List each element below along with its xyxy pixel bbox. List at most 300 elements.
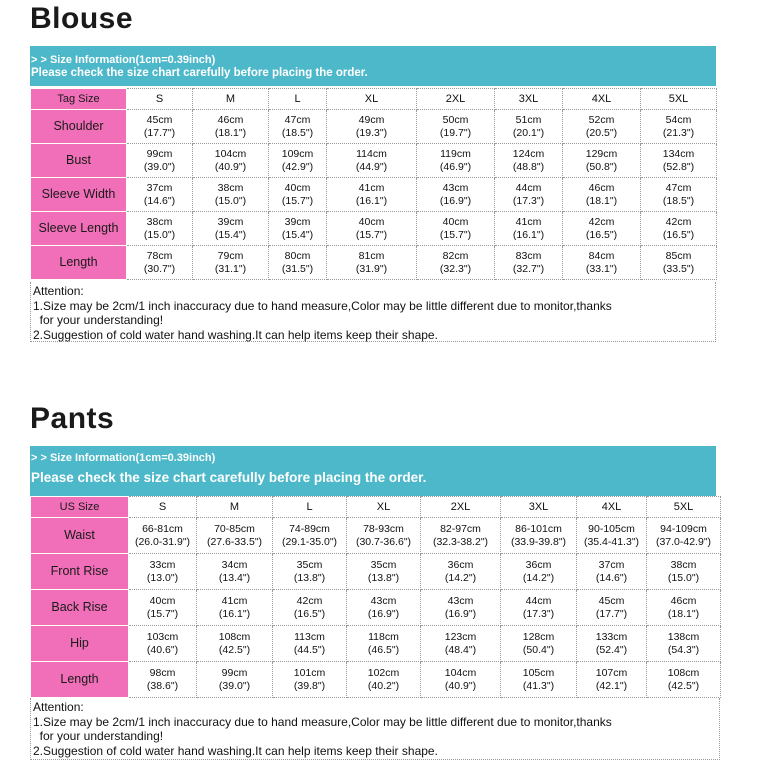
cm-value: 38cm [670,558,697,571]
blouse-banner-line2: Please check the size chart carefully before placing the order. [31,67,368,79]
measurement-label: Front Rise [31,554,129,590]
cm-value: 113cm [294,630,325,643]
pants-banner-line1: > > Size Information(1cm=0.39inch) [31,452,216,464]
inch-value: (19.3") [355,126,388,139]
cm-value: 104cm [214,147,247,160]
cm-value: 46cm [670,594,697,607]
inch-value: (40.9") [214,160,247,173]
cm-value: 50cm [442,113,469,126]
inch-value: (17.7") [143,126,176,139]
cm-value: 124cm [512,147,545,160]
inch-value: (29.1-35.0") [281,535,338,548]
table-row [31,662,721,698]
blouse-title: Blouse [30,2,134,35]
table-row [31,590,721,626]
measurement-cell [641,110,717,144]
measurement-label: Waist [31,518,129,554]
cm-value: 35cm [296,558,323,571]
measurement-cell [421,590,501,626]
cm-value: 54cm [665,113,692,126]
measurement-label: Back Rise [31,590,129,626]
measurement-cell [421,554,501,590]
cm-value: 42cm [588,215,615,228]
inch-value: (16.5") [293,607,326,620]
inch-value: (13.8") [293,571,326,584]
cm-value: 40cm [284,181,311,194]
cm-value: 70-85cm [214,522,255,535]
measurement-cell [269,144,327,178]
cm-value: 133cm [595,630,628,643]
inch-value: (46.9") [439,160,472,173]
cm-value: 40cm [149,594,176,607]
cm-value: 66-81cm [142,522,183,535]
size-header-row [31,497,721,518]
measurement-label: Hip [31,626,129,662]
cm-value: 82cm [442,249,469,262]
cm-value: 46cm [588,181,615,194]
cm-value: 79cm [217,249,244,262]
measurement-cell [193,246,269,280]
inch-value: (33.9-39.8") [510,535,567,548]
size-column-header: 4XL [577,497,647,518]
measurement-cell [417,144,495,178]
measurement-cell [197,626,273,662]
pants-title: Pants [30,402,115,435]
cm-value: 123cm [444,630,477,643]
inch-value: (50.4") [522,643,555,656]
blouse-info-banner [30,46,716,86]
table-row [31,144,717,178]
cm-value: 35cm [370,558,397,571]
blouse-attention-note [30,282,716,342]
cm-value: 80cm [284,249,311,262]
inch-value: (52.8") [662,160,695,173]
table-row [31,212,717,246]
cm-value: 38cm [217,181,244,194]
measurement-label: Shoulder [31,110,127,144]
measurement-cell [647,590,721,626]
inch-value: (14.6") [143,194,176,207]
cm-value: 37cm [146,181,173,194]
measurement-cell [127,178,193,212]
measurement-cell [495,144,563,178]
size-column-header: S [127,89,193,110]
cm-value: 52cm [588,113,615,126]
cm-value: 98cm [149,666,176,679]
cm-value: 84cm [588,249,615,262]
cm-value: 43cm [370,594,397,607]
measurement-cell [563,178,641,212]
measurement-cell [563,212,641,246]
table-row [31,246,717,280]
measurement-cell [269,246,327,280]
inch-value: (15.7") [355,228,388,241]
measurement-label: Length [31,662,129,698]
cm-value: 45cm [146,113,173,126]
cm-value: 49cm [358,113,385,126]
cm-value: 109cm [281,147,314,160]
measurement-cell [647,626,721,662]
measurement-cell [501,554,577,590]
size-column-header: M [193,89,269,110]
cm-value: 39cm [284,215,311,228]
cm-value: 41cm [358,181,385,194]
cm-value: 108cm [218,630,251,643]
measurement-cell [193,144,269,178]
inch-value: (37.0-42.9") [655,535,712,548]
measurement-cell [327,246,417,280]
cm-value: 81cm [358,249,385,262]
measurement-cell [417,212,495,246]
cm-value: 101cm [293,666,326,679]
inch-value: (17.3") [522,607,555,620]
measurement-cell [577,662,647,698]
blouse-attention-line3: 2.Suggestion of cold water hand washing.It can help items keep their shape. [33,327,438,342]
measurement-cell [269,110,327,144]
inch-value: (15.4") [281,228,314,241]
inch-value: (15.7") [281,194,314,207]
cm-value: 82-97cm [440,522,481,535]
inch-value: (18.1") [585,194,618,207]
blouse-attention-line1: 1.Size may be 2cm/1 inch inaccuracy due to hand measure,Color may be little different due to monitor,thanks [33,298,612,313]
cm-value: 41cm [221,594,248,607]
measurement-cell [269,212,327,246]
inch-value: (48.4") [444,643,477,656]
pants-attention-heading: Attention: [33,700,84,714]
measurement-cell [193,212,269,246]
size-column-header: 5XL [641,89,717,110]
measurement-label: Length [31,246,127,280]
pants-size-table [30,496,721,698]
inch-value: (32.7") [512,262,545,275]
cm-value: 45cm [598,594,625,607]
inch-value: (18.1") [214,126,247,139]
inch-value: (42.9") [281,160,314,173]
measurement-label: Sleeve Width [31,178,127,212]
table-row [31,110,717,144]
measurement-cell [563,144,641,178]
inch-value: (42.5") [218,643,251,656]
inch-value: (40.6") [146,643,179,656]
inch-value: (40.9") [444,679,477,692]
inch-value: (13.8") [367,571,400,584]
measurement-cell [641,212,717,246]
cm-value: 99cm [221,666,248,679]
cm-value: 33cm [149,558,176,571]
measurement-cell [127,110,193,144]
inch-value: (16.9") [444,607,477,620]
measurement-cell [347,590,421,626]
inch-value: (42.1") [595,679,628,692]
measurement-cell [501,590,577,626]
pants-attention-line2: for your understanding! [33,729,164,743]
size-header-label: US Size [31,497,129,518]
measurement-label: Bust [31,144,127,178]
measurement-cell [647,554,721,590]
inch-value: (32.3-38.2") [432,535,489,548]
pants-attention-note [30,698,720,760]
cm-value: 107cm [595,666,628,679]
measurement-label: Sleeve Length [31,212,127,246]
cm-value: 134cm [662,147,695,160]
inch-value: (31.9") [355,262,388,275]
measurement-cell [641,246,717,280]
measurement-cell [577,590,647,626]
inch-value: (50.8") [585,160,618,173]
measurement-cell [563,246,641,280]
cm-value: 128cm [522,630,555,643]
cm-value: 99cm [146,147,173,160]
cm-value: 44cm [515,181,542,194]
measurement-cell [273,590,347,626]
inch-value: (33.5") [662,262,695,275]
measurement-cell [273,626,347,662]
cm-value: 74-89cm [289,522,330,535]
inch-value: (35.4-41.3") [583,535,640,548]
inch-value: (40.2") [367,679,400,692]
measurement-cell [127,144,193,178]
measurement-cell [129,662,197,698]
cm-value: 46cm [217,113,244,126]
inch-value: (16.1") [512,228,545,241]
measurement-cell [129,518,197,554]
inch-value: (31.5") [281,262,314,275]
size-header-label: Tag Size [31,89,127,110]
inch-value: (15.7") [146,607,179,620]
cm-value: 90-105cm [588,522,635,535]
inch-value: (14.6") [595,571,628,584]
measurement-cell [347,518,421,554]
cm-value: 34cm [221,558,248,571]
inch-value: (39.8") [293,679,326,692]
measurement-cell [127,246,193,280]
inch-value: (52.4") [595,643,628,656]
size-column-header: 5XL [647,497,721,518]
size-column-header: XL [347,497,421,518]
inch-value: (15.0") [667,571,700,584]
inch-value: (42.5") [667,679,700,692]
inch-value: (30.7-36.6") [355,535,412,548]
measurement-cell [641,178,717,212]
cm-value: 42cm [665,215,692,228]
cm-value: 40cm [358,215,385,228]
measurement-cell [417,246,495,280]
cm-value: 102cm [367,666,400,679]
measurement-cell [197,662,273,698]
inch-value: (13.0") [146,571,179,584]
measurement-cell [273,554,347,590]
inch-value: (16.9") [367,607,400,620]
inch-value: (20.1") [512,126,545,139]
measurement-cell [129,626,197,662]
size-column-header: 3XL [495,89,563,110]
cm-value: 78cm [146,249,173,262]
inch-value: (38.6") [146,679,179,692]
inch-value: (54.3") [667,643,700,656]
table-row [31,518,721,554]
size-column-header: M [197,497,273,518]
cm-value: 44cm [525,594,552,607]
measurement-cell [347,626,421,662]
measurement-cell [641,144,717,178]
cm-value: 119cm [440,147,471,160]
cm-value: 39cm [217,215,244,228]
size-column-header: 3XL [501,497,577,518]
size-column-header: 2XL [417,89,495,110]
inch-value: (16.9") [439,194,472,207]
cm-value: 94-109cm [660,522,707,535]
inch-value: (39.0") [143,160,176,173]
inch-value: (31.1") [214,262,247,275]
measurement-cell [417,110,495,144]
pants-info-banner [30,446,716,496]
inch-value: (18.1") [667,607,700,620]
cm-value: 47cm [284,113,311,126]
cm-value: 37cm [598,558,625,571]
inch-value: (19.7") [439,126,472,139]
measurement-cell [327,144,417,178]
measurement-cell [197,590,273,626]
measurement-cell [563,110,641,144]
measurement-cell [577,626,647,662]
measurement-cell [495,110,563,144]
measurement-cell [193,178,269,212]
inch-value: (16.1") [355,194,388,207]
measurement-cell [421,518,501,554]
measurement-cell [127,212,193,246]
measurement-cell [197,554,273,590]
inch-value: (39.0") [218,679,251,692]
size-column-header: 4XL [563,89,641,110]
measurement-cell [421,662,501,698]
inch-value: (30.7") [143,262,176,275]
inch-value: (20.5") [585,126,618,139]
size-column-header: 2XL [421,497,501,518]
size-column-header: L [273,497,347,518]
measurement-cell [577,554,647,590]
inch-value: (14.2") [444,571,477,584]
inch-value: (21.3") [662,126,695,139]
cm-value: 114cm [356,147,387,160]
measurement-cell [193,110,269,144]
inch-value: (15.0") [143,228,176,241]
measurement-cell [129,590,197,626]
blouse-attention-heading: Attention: [33,284,84,298]
measurement-cell [327,178,417,212]
size-column-header: L [269,89,327,110]
measurement-cell [495,178,563,212]
cm-value: 47cm [665,181,692,194]
cm-value: 83cm [515,249,542,262]
cm-value: 43cm [442,181,469,194]
inch-value: (44.9") [355,160,388,173]
inch-value: (17.3") [512,194,545,207]
inch-value: (44.5") [293,643,326,656]
cm-value: 104cm [444,666,477,679]
measurement-cell [421,626,501,662]
cm-value: 85cm [665,249,692,262]
measurement-cell [347,554,421,590]
cm-value: 36cm [447,558,474,571]
cm-value: 51cm [515,113,542,126]
inch-value: (16.5") [585,228,618,241]
cm-value: 129cm [585,147,618,160]
inch-value: (41.3") [522,679,555,692]
inch-value: (13.4") [218,571,251,584]
cm-value: 105cm [522,666,555,679]
cm-value: 41cm [515,215,542,228]
size-header-row [31,89,717,110]
cm-value: 43cm [447,594,474,607]
measurement-cell [501,518,577,554]
blouse-attention-line2: for your understanding! [33,313,164,327]
table-row [31,554,721,590]
inch-value: (18.5") [281,126,314,139]
inch-value: (33.1") [585,262,618,275]
measurement-cell [647,662,721,698]
cm-value: 40cm [442,215,469,228]
cm-value: 103cm [146,630,179,643]
inch-value: (15.4") [214,228,247,241]
inch-value: (15.0") [214,194,247,207]
cm-value: 138cm [667,630,700,643]
measurement-cell [327,110,417,144]
measurement-cell [273,662,347,698]
blouse-banner-line1: > > Size Information(1cm=0.39inch) [31,54,216,66]
pants-attention-line3: 2.Suggestion of cold water hand washing.It can help items keep their shape. [33,743,438,758]
measurement-cell [417,178,495,212]
inch-value: (32.3") [439,262,472,275]
measurement-cell [495,212,563,246]
cm-value: 86-101cm [515,522,562,535]
cm-value: 108cm [667,666,700,679]
measurement-cell [647,518,721,554]
blouse-size-table [30,88,717,280]
measurement-cell [501,662,577,698]
inch-value: (17.7") [595,607,628,620]
cm-value: 78-93cm [363,522,404,535]
size-column-header: S [129,497,197,518]
inch-value: (14.2") [522,571,555,584]
inch-value: (15.7") [439,228,472,241]
table-row [31,178,717,212]
inch-value: (16.5") [662,228,695,241]
measurement-cell [129,554,197,590]
cm-value: 42cm [296,594,323,607]
pants-banner-line2: Please check the size chart carefully before placing the order. [31,470,427,485]
cm-value: 38cm [146,215,173,228]
cm-value: 118cm [368,630,399,643]
inch-value: (26.0-31.9") [134,535,191,548]
measurement-cell [273,518,347,554]
measurement-cell [197,518,273,554]
measurement-cell [269,178,327,212]
table-row [31,626,721,662]
inch-value: (18.5") [662,194,695,207]
inch-value: (48.8") [512,160,545,173]
size-column-header: XL [327,89,417,110]
cm-value: 36cm [525,558,552,571]
measurement-cell [327,212,417,246]
inch-value: (27.6-33.5") [206,535,263,548]
inch-value: (16.1") [218,607,251,620]
measurement-cell [577,518,647,554]
measurement-cell [347,662,421,698]
measurement-cell [501,626,577,662]
measurement-cell [495,246,563,280]
inch-value: (46.5") [367,643,400,656]
pants-attention-line1: 1.Size may be 2cm/1 inch inaccuracy due to hand measure,Color may be little different due to monitor,thanks [33,714,612,729]
